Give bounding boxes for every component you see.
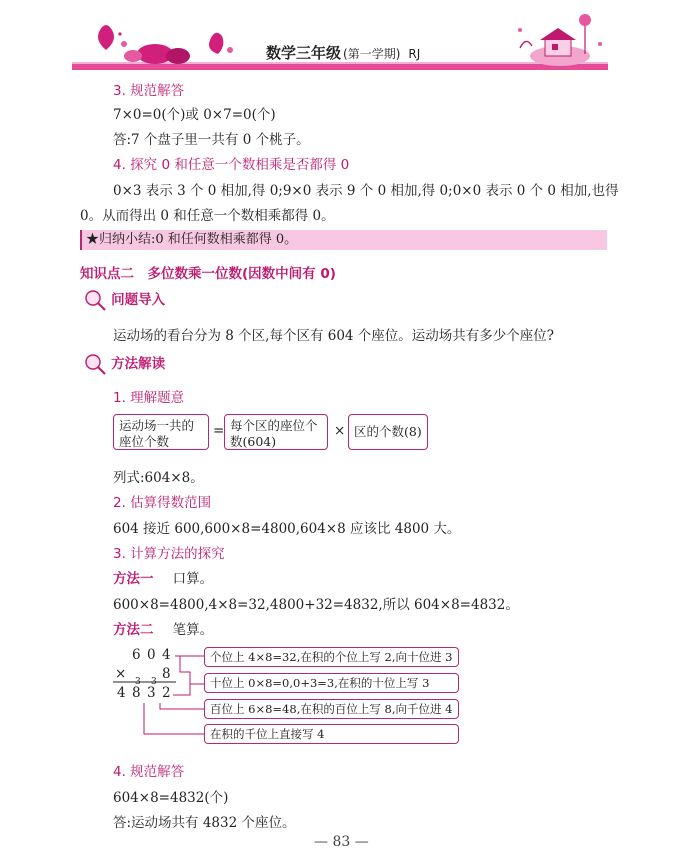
total-seats-box: 运动场一共的座位个数 bbox=[113, 414, 209, 450]
answer-equation: 604×8=4832(个) bbox=[113, 790, 229, 806]
method-two-label: 方法二 bbox=[113, 622, 154, 638]
step-note-ones: 个位上 4×8=32,在积的个位上写 2,向十位进 3 bbox=[204, 647, 459, 667]
top-digit: 6 bbox=[132, 647, 141, 663]
knowledge-point-title: 知识点二 多位数乘一位数(因数中间有 0) bbox=[80, 266, 336, 282]
formula-line: 列式:604×8。 bbox=[113, 470, 204, 486]
question-intro-label bbox=[84, 288, 165, 311]
method-intro-label bbox=[84, 352, 165, 375]
multiplier-digit: 8 bbox=[162, 666, 171, 682]
carry-digit: 3 bbox=[151, 677, 157, 687]
method-two-line bbox=[113, 618, 213, 638]
estimate-line: 604 接近 600,600×8=4800,604×8 应该比 4800 大。 bbox=[113, 521, 461, 537]
top-digit: 4 bbox=[162, 647, 171, 663]
seats-per-section-box: 每个区的座位个数(604) bbox=[224, 414, 328, 450]
step-3-heading: 3. 计算方法的探究 bbox=[113, 546, 225, 562]
section-4-heading: 4. 探究 0 和任意一个数相乘是否都得 0 bbox=[113, 157, 350, 173]
result-digit: 3 bbox=[147, 685, 156, 701]
method-one-line bbox=[113, 567, 213, 587]
method-one-label: 方法一 bbox=[113, 571, 154, 587]
result-digit: 4 bbox=[117, 685, 126, 701]
section-count-box: 区的个数(8) bbox=[348, 414, 428, 450]
question-text: 运动场的看台分为 8 个区,每个区有 604 个座位。运动场共有多少个座位? bbox=[113, 328, 555, 344]
question-intro-text: 问题导入 bbox=[111, 292, 166, 308]
multiply-sign: × bbox=[115, 666, 127, 682]
heart-cluster-left-icon bbox=[98, 25, 233, 64]
page-number: — 83 — bbox=[314, 834, 369, 850]
header-decoration bbox=[0, 0, 689, 80]
step-1-heading: 1. 理解题意 bbox=[113, 390, 185, 406]
method-one-text: 口算。 bbox=[172, 571, 214, 587]
magnifier-icon bbox=[84, 353, 106, 375]
section-3-heading: 3. 规范解答 bbox=[113, 83, 185, 99]
book-subtitle: (第一学期) bbox=[343, 47, 401, 61]
answer-line: 答:7 个盘子里一共有 0 个桃子。 bbox=[113, 132, 310, 148]
magnifier-icon bbox=[84, 289, 106, 311]
result-digit: 2 bbox=[162, 685, 171, 701]
step-2-heading: 2. 估算得数范围 bbox=[113, 495, 212, 511]
top-digit: 0 bbox=[147, 647, 156, 663]
step-note-tens: 十位上 0×8=0,0+3=3,在积的十位上写 3 bbox=[204, 673, 459, 693]
times-sign: × bbox=[334, 423, 346, 439]
edition-label: RJ bbox=[408, 47, 421, 61]
summary-bar: ★归纳小结:0 和任何数相乘都得 0。 bbox=[80, 230, 607, 250]
carry-digit: 3 bbox=[135, 677, 141, 687]
step-note-hundreds: 百位上 6×8=48,在积的百位上写 8,向千位进 4 bbox=[204, 699, 459, 719]
mental-calc-line: 600×8=4800,4×8=32,4800+32=4832,所以 604×8=4832。 bbox=[113, 597, 519, 613]
book-title: 数学三年级 bbox=[266, 44, 342, 62]
step-4-heading: 4. 规范解答 bbox=[113, 764, 185, 780]
method-intro-text: 方法解读 bbox=[111, 356, 166, 372]
equation-line: 7×0=0(个)或 0×7=0(个) bbox=[113, 107, 276, 123]
method-two-text: 笔算。 bbox=[172, 622, 214, 638]
header-title bbox=[266, 42, 420, 63]
step-note-thousands: 在积的千位上直接写 4 bbox=[204, 724, 459, 744]
explanation-line-2: 0。从而得出 0 和任意一个数相乘都得 0。 bbox=[80, 208, 335, 224]
explanation-line-1: 0×3 表示 3 个 0 相加,得 0;9×0 表示 9 个 0 相加,得 0;0×0 表示 0 个 0 相加,也得 bbox=[113, 183, 619, 199]
house-right-icon bbox=[518, 14, 602, 66]
final-answer: 答:运动场共有 4832 个座位。 bbox=[113, 815, 296, 831]
equals-sign: = bbox=[213, 423, 225, 439]
result-digit: 8 bbox=[132, 685, 141, 701]
